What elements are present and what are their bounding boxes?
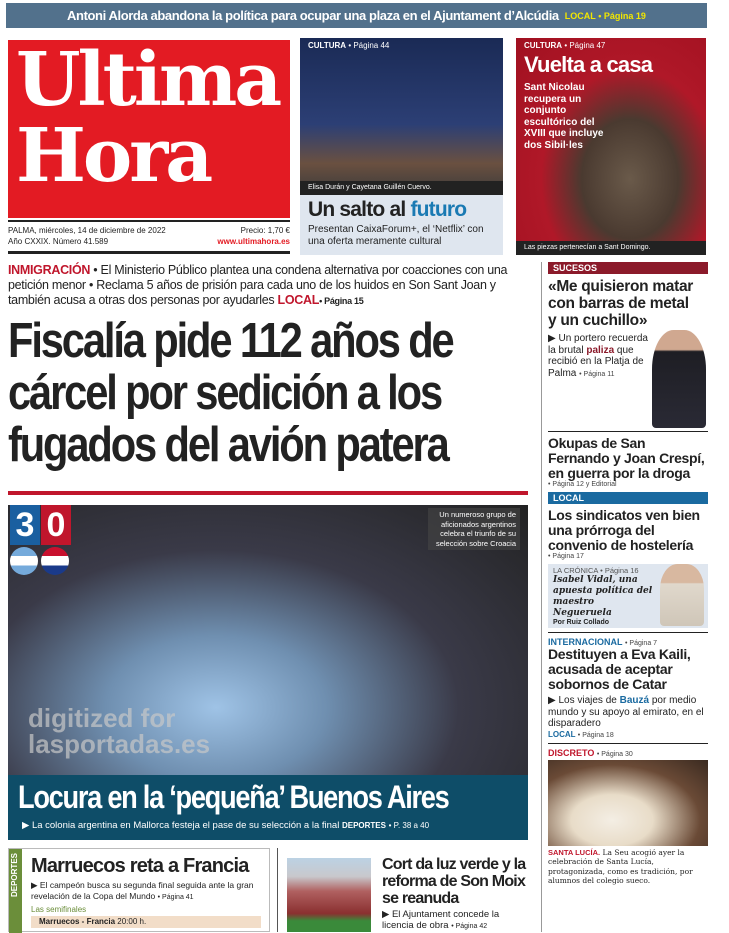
story-text: ▶ Los viajes de Bauzá por medio mundo y su apoyo al emirato, en el disparadero [548,695,704,729]
date: PALMA, miércoles, 14 de diciembre de 2022 [8,226,166,235]
story-title: Cort da luz verde y la reforma de Son Moix se reanuda [382,856,526,907]
price: Precio: 1,70 € [240,226,290,235]
son-moix-story[interactable] [277,848,528,932]
story-title: Vuelta a casa [524,52,653,77]
top-banner-ref: LOCAL • Página 19 [564,10,646,21]
right-column [548,262,708,886]
internacional-story[interactable] [548,637,708,739]
top-banner-text: Antoni Alorda abandona la política para ocupar una plaza en el Ajuntament d’Alcúdia [67,8,559,23]
photo-caption: Un numeroso grupo de aficionados argentinos celebra el triunfo de su selección sobre Croacia [428,508,520,550]
section-label: SUCESOS [548,262,708,274]
photo-caption: SANTA LUCÍA. La Seu acogió ayer la celebración de Santa Lucía, protagonizada, como es tradición, por alumnos del colegio sueco. [548,847,693,885]
lead-headline[interactable]: Fiscalía pide 112 años de cárcel por sedición a los fugados del avión patera [8,314,453,472]
argentina-flag-icon [10,547,38,575]
story-title: Los sindicatos ven bien una prórroga del convenio de hostelería [548,507,700,553]
page-ref: • Página 12 y Editorial [548,481,617,488]
logo-line2: Hora [16,113,211,199]
story-title: Isabel Vidal, una apuesta política del maestro Negueruela [553,575,653,618]
story-title: Okupas de San Fernando y Joan Crespí, en guerra por la droga [548,435,705,481]
croatia-flag-icon [41,547,69,575]
section-tab: DEPORTES [9,849,22,933]
logo-line1: Ultima [16,37,280,123]
top-banner[interactable] [6,3,707,28]
story-subtitle: Presentan CaixaForum+, el ‘Netflix’ con una oferta meramente cultural [308,224,484,247]
story-text: ▶ El campeón busca su segunda final seguida ante la gran revelación de la Copa del Mundo • Página 41 [31,880,254,901]
masthead-logo [8,37,290,218]
divider [8,491,528,495]
football-headline-band[interactable] [8,775,528,840]
local-story[interactable] [548,492,708,560]
semis-label: Las semifinales [31,905,87,914]
photo-caption: Las piezas pertenecían a Sant Domingo. [516,241,706,255]
score-away: 0 [41,505,71,545]
dateline [8,220,290,247]
lead-story [8,263,533,471]
score-home: 3 [10,505,40,545]
culture-story-sant-nicolau[interactable] [516,38,706,255]
website-link[interactable]: www.ultimahora.es [217,237,290,246]
lead-summary: INMIGRACIÓN • El Ministerio Público plantea una condena alternativa por coacciones con una petición menor • Reclama 5 años de prisión para cada uno de los huidos en Son Sant Joan y también acusa a otras dos personas por ayudarles LOCAL• Página 15 [8,263,508,307]
section-kicker: CULTURA • Página 47 [524,41,606,50]
page-ref: • Página 17 [548,553,584,560]
page-ref: LOCAL • Página 18 [548,729,614,739]
story-title: Locura en la ‘pequeña’ Buenos Aires [18,779,449,815]
story-title: «Me quisieron matar con barras de metal y un cuchillo» [548,278,694,329]
section-label: LA CRÓNICA • Página 16 [553,566,639,575]
section-label: DISCRETO • Página 30 [548,747,633,758]
story-title: Destituyen a Eva Kaili, acusada de aceptar sobornos de Catar [548,646,691,692]
tv-set-photo [300,38,503,195]
stadium-photo [287,858,371,932]
author: Por Ruiz Collado [553,619,609,626]
cronica-box[interactable] [548,564,708,628]
section-kicker: CULTURA • Página 44 [308,41,390,50]
portrait-photo [652,330,706,428]
issue-number: Año CXXIX. Número 41.589 [8,237,109,246]
sucesos-story[interactable] [548,262,708,427]
argentina-fans-photo[interactable] [8,505,528,775]
discreto-story[interactable] [548,748,708,886]
columnist-photo [660,564,704,626]
okupas-story[interactable] [548,436,708,488]
section-label: INTERNACIONAL • Página 7 [548,637,658,647]
watermark: digitized for lasportadas.es [28,703,211,759]
story-title: Un salto al futuro [308,198,467,221]
photo-caption: Elisa Durán y Cayetana Guillén Cuervo. [300,181,503,195]
morocco-france-story[interactable] [8,848,270,932]
story-text: ▶ El Ajuntament concede la licencia de obra • Página 42 [382,909,500,931]
match-row: Marruecos - Francia 20:00 h. [31,916,261,928]
story-title: Marruecos reta a Francia [31,855,249,877]
story-subtitle: ▶ La colonia argentina en Mallorca festeja el pase de su selección a la final DEPORTES • P. 38 a 40 [22,820,430,831]
story-subtitle: Sant Nicolau recupera un conjunto escultórico del XVIII que incluye dos Sibil·les [524,82,604,151]
divider [8,251,290,254]
culture-story-caixaforum[interactable] [300,38,503,255]
section-label: LOCAL [548,492,708,504]
column-divider [541,262,542,932]
story-text: ▶ Un portero recuerda la brutal paliza que recibió en la Platja de Palma • Página 11 [548,333,648,379]
santa-lucia-photo [548,760,708,846]
